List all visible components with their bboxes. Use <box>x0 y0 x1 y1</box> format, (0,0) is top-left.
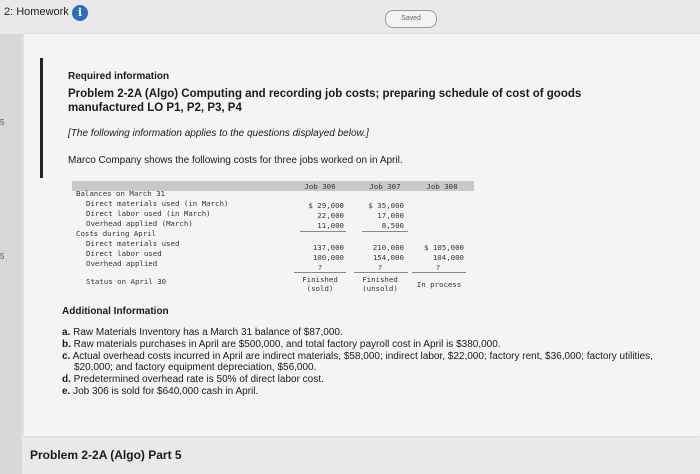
job-cost-table <box>72 178 474 296</box>
saved-badge: Saved <box>385 10 437 28</box>
column-header-job-307: Job 307 <box>369 182 401 191</box>
gutter-mark: 5 <box>0 252 5 261</box>
row-label: Overhead applied (March) <box>86 219 193 228</box>
table-cell: In process <box>416 280 462 289</box>
column-header-job-306: Job 306 <box>304 182 336 191</box>
table-cell: $ 29,000 <box>308 201 344 210</box>
table-cell: ? <box>435 263 441 272</box>
subtotal-rule <box>412 272 466 273</box>
table-cell: $ 35,000 <box>368 201 404 210</box>
subtotal-rule <box>354 272 408 273</box>
row-label: Direct materials used (in March) <box>86 199 229 208</box>
card-edge-marker <box>40 58 43 178</box>
subtotal-rule <box>300 231 346 232</box>
table-cell: Finished (unsold) <box>362 275 398 293</box>
table-cell: 17,000 <box>377 211 404 220</box>
additional-info-list <box>62 327 682 398</box>
row-label: Status on April 30 <box>86 277 167 286</box>
part-title: Problem 2-2A (Algo) Part 5 <box>30 448 182 462</box>
column-header-job-308: Job 308 <box>426 182 458 191</box>
table-cell: $ 105,000 <box>423 243 464 252</box>
row-label: Balances on March 31 <box>76 189 165 198</box>
list-item: b. Raw materials purchases in April are $500,000, and total factory payroll cost in April is $380,000. <box>62 339 501 350</box>
row-label: Costs during April <box>76 229 157 238</box>
subtotal-rule <box>362 231 408 232</box>
subtotal-rule <box>294 272 346 273</box>
table-cell: 104,000 <box>432 253 464 262</box>
table-cell: 100,000 <box>312 253 344 262</box>
homework-title: 2: Homework <box>4 6 69 18</box>
gutter-mark: 5 <box>0 118 5 127</box>
table-cell: 22,000 <box>317 211 344 220</box>
list-item: e. Job 306 is sold for $640,000 cash in April. <box>62 386 259 397</box>
left-gutter <box>0 34 22 474</box>
info-note: [The following information applies to the questions displayed below.] <box>68 128 369 139</box>
table-cell: 8,500 <box>381 221 404 230</box>
table-cell: 137,000 <box>312 243 344 252</box>
row-label: Direct materials used <box>86 239 180 248</box>
table-cell: 11,000 <box>317 221 344 230</box>
table-cell: ? <box>317 263 323 272</box>
table-cell: 210,000 <box>372 243 404 252</box>
top-bar <box>0 0 700 34</box>
required-info-label: Required information <box>68 71 170 82</box>
problem-title: Problem 2-2A (Algo) Computing and recording job costs; preparing schedule of cost of goods manufactured LO P1, P2, P3, P4 <box>68 88 582 114</box>
list-item: a. Raw Materials Inventory has a March 31 balance of $87,000. <box>62 327 343 338</box>
additional-info-heading: Additional Information <box>62 306 169 317</box>
list-item: d. Predetermined overhead rate is 50% of direct labor cost. <box>62 374 324 385</box>
table-cell: Finished (sold) <box>302 275 338 293</box>
intro-text: Marco Company shows the following costs for three jobs worked on in April. <box>68 155 403 166</box>
table-cell: ? <box>377 263 383 272</box>
info-icon[interactable]: i <box>72 5 88 21</box>
row-label: Direct labor used <box>86 249 162 258</box>
list-item: c. Actual overhead costs incurred in April are indirect materials, $58,000; indirect labor, $22,000; factory rent, $36,000; factory utilities, $20,000; and factory equipment depreciation, $56,000. <box>62 351 653 373</box>
row-label: Direct labor used (in March) <box>86 209 211 218</box>
row-label: Overhead applied <box>86 259 158 268</box>
table-cell: 154,000 <box>372 253 404 262</box>
